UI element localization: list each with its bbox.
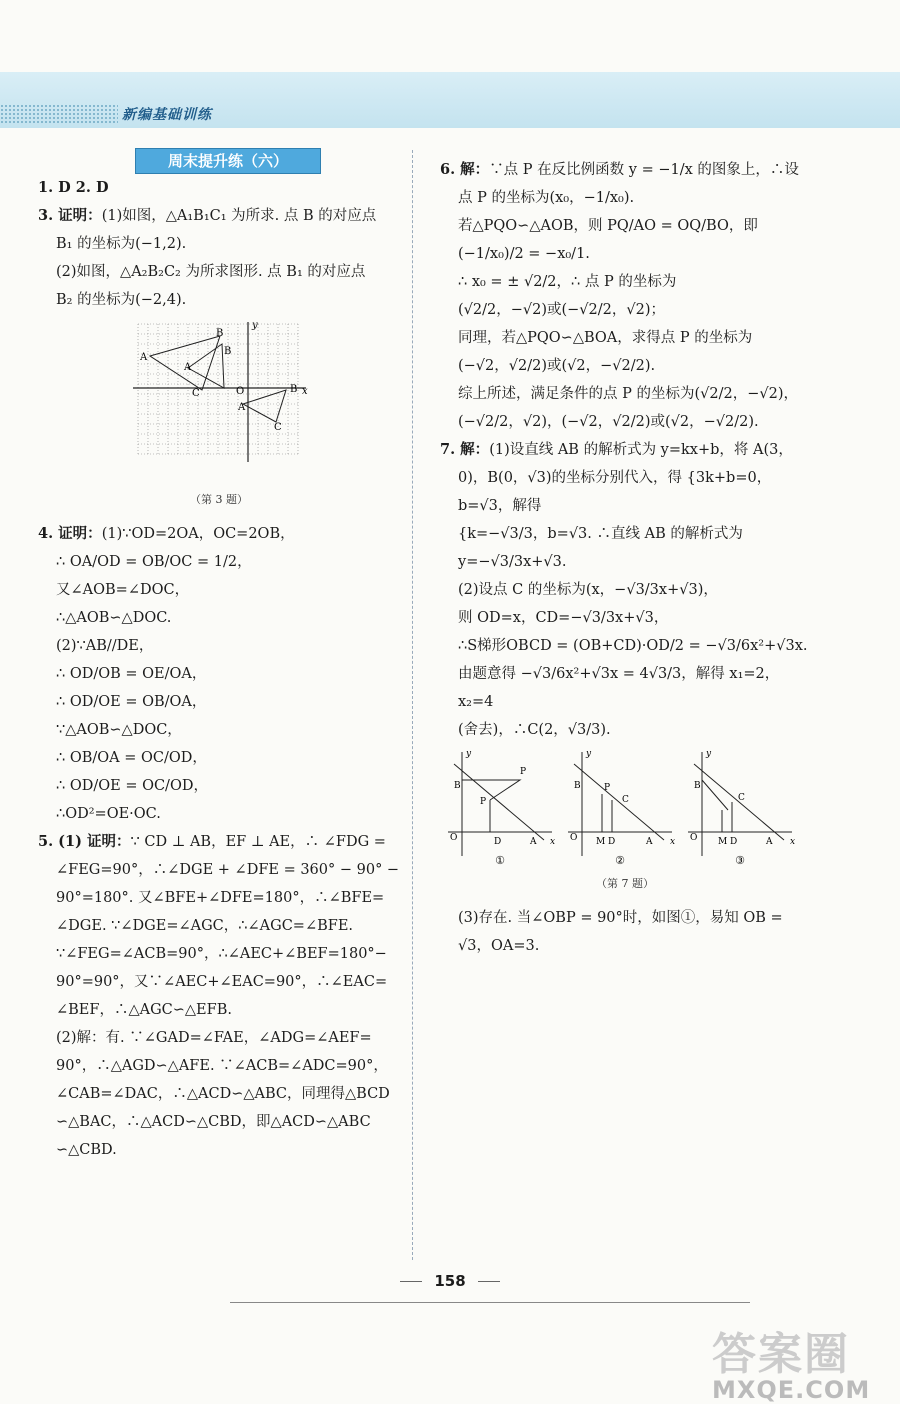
left2-line bbox=[38, 968, 400, 996]
svg-text:A: A bbox=[238, 402, 246, 413]
svg-text:A: A bbox=[530, 837, 537, 847]
answer-text: (1)设直线 AB 的解析式为 y=kx+b，将 A(3， bbox=[489, 442, 793, 458]
answer-text: 则 OD=x，CD=−√3/3x+√3， bbox=[458, 610, 669, 626]
svg-text:x: x bbox=[790, 837, 796, 847]
answer-text: ∴ OD/OE = OC/OD， bbox=[56, 778, 208, 794]
left2-line bbox=[38, 996, 400, 1024]
figure-7-diagrams bbox=[440, 744, 810, 866]
right-line bbox=[440, 324, 810, 352]
series-title: 新编基础训练 bbox=[122, 107, 212, 123]
left2-line bbox=[38, 604, 400, 632]
right-line bbox=[440, 632, 810, 660]
answer-text: 点 P 的坐标为(x₀，−1/x₀). bbox=[458, 190, 635, 206]
svg-text:C: C bbox=[274, 422, 282, 433]
left2-line bbox=[38, 520, 400, 548]
svg-text:x: x bbox=[550, 837, 556, 847]
answer-text: B₁ 的坐标为(−1,2). bbox=[56, 236, 187, 252]
answer-text: ∠DGE. ∵∠DGE=∠AGC，∴∠AGC=∠BFE. bbox=[56, 918, 354, 934]
left-line bbox=[38, 286, 400, 314]
svg-text:B: B bbox=[574, 781, 581, 791]
right-line bbox=[440, 296, 810, 324]
figure-3-caption: （第 3 题） bbox=[190, 493, 248, 506]
svg-text:P: P bbox=[520, 767, 527, 777]
answer-text: ∽△BAC，∴△ACD∽△CBD，即△ACD∽△ABC bbox=[56, 1114, 371, 1130]
left2-line bbox=[38, 1024, 400, 1052]
svg-text:y: y bbox=[586, 749, 592, 759]
fig7-label-2: ② bbox=[615, 854, 625, 866]
question-number: 5. (1) 证明： bbox=[38, 833, 131, 850]
svg-text:A: A bbox=[766, 837, 773, 847]
answer-text: (1)∵OD=2OA，OC=2OB， bbox=[101, 526, 295, 542]
left2-line bbox=[38, 716, 400, 744]
svg-text:M: M bbox=[718, 837, 728, 847]
svg-text:A: A bbox=[140, 352, 148, 363]
answer-text: (−√2，√2/2)或(√2，−√2/2). bbox=[458, 358, 656, 374]
left2-line bbox=[38, 576, 400, 604]
answer-text: 0)，B(0，√3)的坐标分别代入，得 {3k+b=0，b=√3，解得 bbox=[458, 470, 772, 514]
answer-text: (2)∵AB//DE， bbox=[56, 638, 154, 654]
answer-text: (舍去)，∴C(2，√3/3). bbox=[458, 722, 611, 738]
question-number: 6. 解： bbox=[440, 161, 490, 178]
svg-text:y: y bbox=[706, 749, 712, 759]
answer-text: ∴△AOB∽△DOC. bbox=[56, 610, 172, 626]
answer-text: ∴ OD/OE = OB/OA， bbox=[56, 694, 207, 710]
answer-text: ∵ CD ⊥ AB，EF ⊥ AE，∴ ∠FDG = bbox=[130, 834, 386, 850]
left2-line bbox=[38, 856, 400, 884]
right-line bbox=[440, 352, 810, 380]
svg-text:x: x bbox=[302, 386, 308, 397]
answer-text: ∴ OD/OB = OE/OA， bbox=[56, 666, 207, 682]
answer-text: 综上所述，满足条件的点 P 的坐标为(√2/2，−√2)， bbox=[458, 386, 798, 402]
answer-text: ∴ x₀ = ± √2/2，∴ 点 P 的坐标为 bbox=[458, 274, 677, 290]
left2-line bbox=[38, 884, 400, 912]
svg-text:B: B bbox=[454, 781, 461, 791]
column-divider bbox=[412, 150, 413, 1260]
answer-text: 由题意得 −√3/6x²+√3x = 4√3/3，解得 x₁=2，x₂=4 bbox=[458, 666, 780, 710]
answer-text: 又∠AOB=∠DOC， bbox=[56, 582, 190, 598]
left-line bbox=[38, 258, 400, 286]
answer-text: (1)如图，△A₁B₁C₁ 为所求. 点 B 的对应点 bbox=[101, 208, 377, 224]
right-line bbox=[440, 212, 810, 268]
question-number: 1. D 2. D bbox=[38, 179, 109, 196]
answer-text: 若△PQO∽△AOB，则 PQ/AO = OQ/BO，即 (−1/x₀)/2 = −x₀/1. bbox=[458, 218, 758, 262]
left2-line bbox=[38, 940, 400, 968]
question-number: 7. 解： bbox=[440, 441, 490, 458]
svg-text:y: y bbox=[466, 749, 472, 759]
right2-line bbox=[440, 904, 810, 932]
left-line bbox=[38, 202, 400, 230]
left2-line bbox=[38, 688, 400, 716]
fig7-label-3: ③ bbox=[735, 854, 745, 866]
right-line bbox=[440, 604, 810, 632]
answer-text: 90°，∴△AGD∽△AFE. ∵∠ACB=∠ADC=90°， bbox=[56, 1058, 388, 1074]
watermark-line-1: 答案圈 bbox=[712, 1329, 850, 1380]
answer-text: ∽△CBD. bbox=[56, 1142, 117, 1158]
svg-text:x: x bbox=[670, 837, 676, 847]
right-line bbox=[440, 380, 810, 408]
svg-text:O: O bbox=[450, 833, 458, 843]
section-title: 周末提升练（六） bbox=[135, 148, 321, 174]
question-number: 4. 证明： bbox=[38, 525, 102, 542]
svg-text:C: C bbox=[192, 388, 200, 399]
answer-text: 90°=180°. 又∠BFE+∠DFE=180°，∴∠BFE= bbox=[56, 890, 385, 906]
svg-text:B: B bbox=[224, 346, 232, 357]
right-line bbox=[440, 520, 810, 576]
left2-line bbox=[38, 800, 400, 828]
svg-text:D: D bbox=[608, 837, 616, 847]
answer-text: {k=−√3/3，b=√3. ∴直线 AB 的解析式为 y=−√3/3x+√3. bbox=[458, 526, 743, 570]
svg-text:O: O bbox=[236, 386, 245, 397]
left2-line bbox=[38, 828, 400, 856]
right-line bbox=[440, 660, 810, 716]
right-line bbox=[440, 268, 810, 296]
svg-text:B: B bbox=[216, 328, 224, 339]
answer-text: ∴ OB/OA = OC/OD， bbox=[56, 750, 207, 766]
figure-7-caption: （第 7 题） bbox=[596, 877, 654, 890]
left2-line bbox=[38, 744, 400, 772]
fig7-label-1: ① bbox=[495, 854, 505, 866]
figure-3-grid bbox=[38, 314, 400, 486]
svg-text:M: M bbox=[596, 837, 606, 847]
right-line bbox=[440, 576, 810, 604]
left2-line bbox=[38, 1052, 400, 1080]
footer-rule bbox=[230, 1302, 750, 1303]
left2-line bbox=[38, 772, 400, 800]
right-column bbox=[440, 156, 810, 960]
answer-text: 90°=90°，又∵∠AEC+∠EAC=90°，∴∠EAC= bbox=[56, 974, 388, 990]
left-line bbox=[38, 174, 400, 202]
question-number: 3. 证明： bbox=[38, 207, 102, 224]
svg-text:A: A bbox=[184, 362, 192, 373]
answer-text: (2)如图，△A₂B₂C₂ 为所求图形. 点 B₁ 的对应点 bbox=[56, 264, 366, 280]
svg-text:P: P bbox=[604, 783, 611, 793]
answer-text: ∴ OA/OD = OB/OC = 1/2， bbox=[56, 554, 252, 570]
watermark-line-2: MXQE.COM bbox=[712, 1376, 871, 1404]
left2-line bbox=[38, 548, 400, 576]
answer-text: (√2/2，−√2)或(−√2/2，√2)； bbox=[458, 302, 666, 318]
right-line bbox=[440, 464, 810, 520]
watermark-logo bbox=[712, 1318, 870, 1404]
right-line bbox=[440, 716, 810, 744]
left2-line bbox=[38, 1080, 400, 1108]
left2-line bbox=[38, 660, 400, 688]
right-line bbox=[440, 436, 810, 464]
answer-text: ∴OD²=OE·OC. bbox=[56, 806, 161, 822]
header-dot-pattern bbox=[0, 104, 118, 124]
answer-text: (2)设点 C 的坐标为(x，−√3/3x+√3)， bbox=[458, 582, 718, 598]
svg-text:B: B bbox=[290, 384, 298, 395]
answer-text: 同理，若△PQO∽△BOA，求得点 P 的坐标为 bbox=[458, 330, 753, 346]
svg-text:y: y bbox=[252, 320, 258, 331]
left2-line bbox=[38, 1108, 400, 1136]
svg-text:D: D bbox=[730, 837, 738, 847]
page-number: 158 bbox=[0, 1272, 900, 1290]
svg-text:P: P bbox=[480, 797, 487, 807]
svg-text:A: A bbox=[646, 837, 653, 847]
answer-text: ∠BEF，∴△AGC∽△EFB. bbox=[56, 1002, 232, 1018]
answer-text: √3，OA=3. bbox=[458, 938, 540, 954]
left2-line bbox=[38, 1136, 400, 1164]
left2-line bbox=[38, 632, 400, 660]
answer-text: ∠FEG=90°，∴∠DGE + ∠DFE = 360° − 90° − bbox=[56, 862, 400, 878]
answer-text: (3)存在. 当∠OBP = 90°时，如图①，易知 OB = bbox=[458, 910, 783, 926]
left-column bbox=[38, 174, 400, 1164]
svg-text:B: B bbox=[694, 781, 701, 791]
answer-text: B₂ 的坐标为(−2,4). bbox=[56, 292, 187, 308]
answer-text: ∵△AOB∽△DOC， bbox=[56, 722, 182, 738]
right-line bbox=[440, 156, 810, 184]
answer-text: ∠CAB=∠DAC，∴△ACD∽△ABC，同理得△BCD bbox=[56, 1086, 390, 1102]
svg-text:C: C bbox=[622, 795, 629, 805]
left-line bbox=[38, 230, 400, 258]
answer-text: ∵∠FEG=∠ACB=90°，∴∠AEC+∠BEF=180°− bbox=[56, 946, 387, 962]
right2-line bbox=[440, 932, 810, 960]
answer-text: ∴S梯形OBCD = (OB+CD)·OD/2 = −√3/6x²+√3x. bbox=[458, 638, 808, 654]
right-line bbox=[440, 184, 810, 212]
svg-text:O: O bbox=[690, 833, 698, 843]
answer-text: (2)解：有. ∵∠GAD=∠FAE，∠ADG=∠AEF= bbox=[56, 1030, 372, 1046]
right-line bbox=[440, 408, 810, 436]
svg-text:O: O bbox=[570, 833, 578, 843]
left2-line bbox=[38, 912, 400, 940]
svg-text:C: C bbox=[738, 793, 745, 803]
svg-text:D: D bbox=[494, 837, 502, 847]
answer-text: ∵点 P 在反比例函数 y = −1/x 的图象上，∴设 bbox=[489, 162, 799, 178]
answer-text: (−√2/2，√2)，(−√2，√2/2)或(√2，−√2/2). bbox=[458, 414, 759, 430]
